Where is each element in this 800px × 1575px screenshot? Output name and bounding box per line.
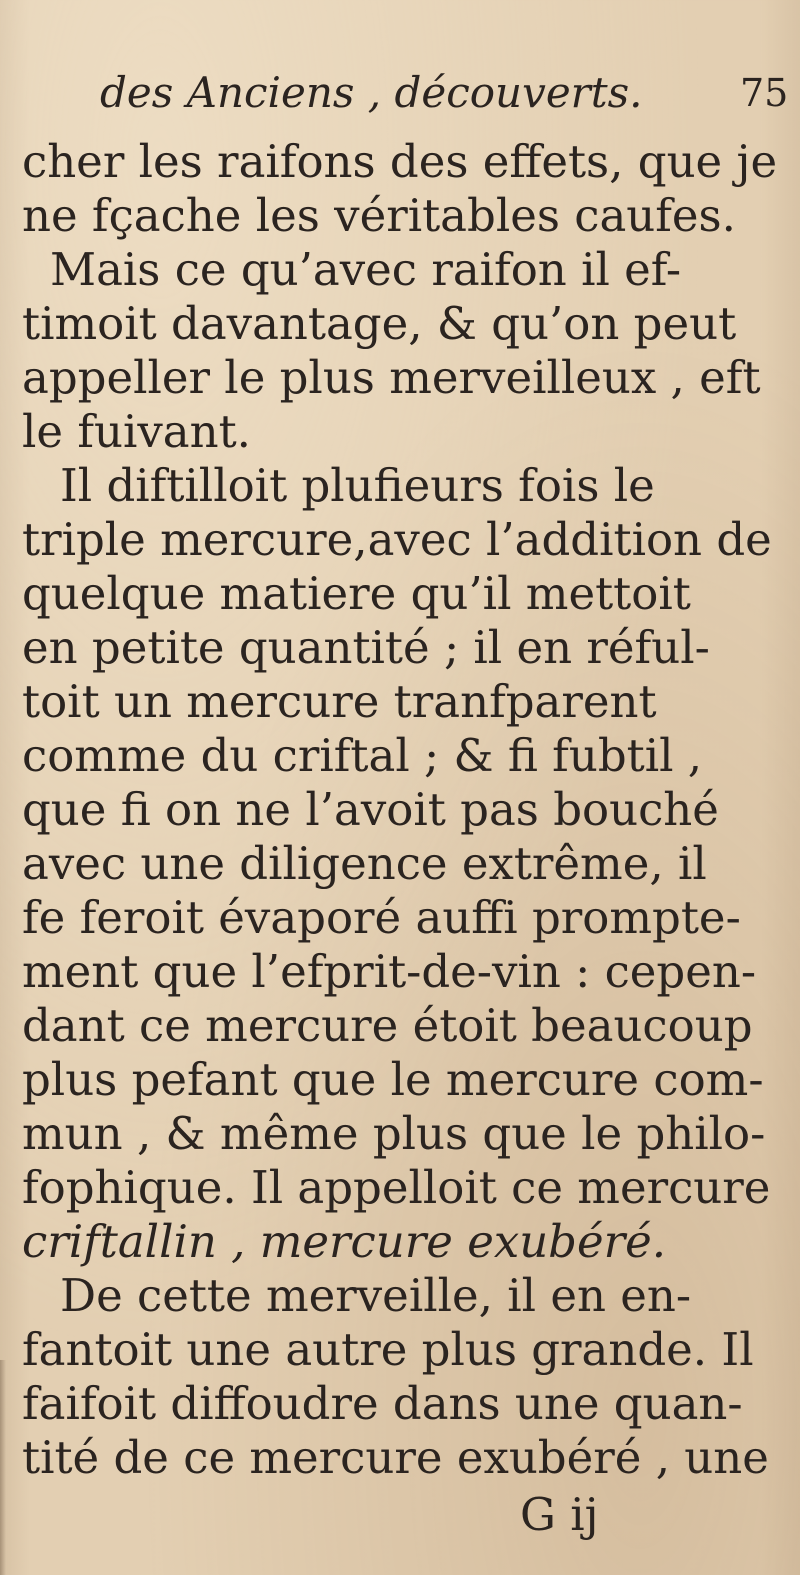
text-line-24: faifoit diffoudre dans une quan- — [22, 1377, 743, 1430]
text-line-18: plus pefant que le mercure com- — [22, 1053, 764, 1106]
text-line-16: ment que l’efprit-de-vin : cepen- — [22, 945, 757, 998]
text-line-22: De cette merveille, il en en- — [60, 1269, 692, 1322]
text-line-5: appeller le plus merveilleux , eft — [22, 351, 761, 404]
text-line-11: toit un mercure tranfparent — [22, 675, 657, 728]
signature-mark: G ij — [520, 1488, 599, 1541]
page-number: 75 — [740, 71, 789, 115]
text-line-17: dant ce mercure étoit beaucoup — [22, 999, 753, 1052]
text-line-2: ne fçache les véritables caufes. — [22, 189, 736, 242]
text-line-7: Il diftilloit plufieurs fois le — [60, 459, 655, 512]
text-line-21: criftallin , mercure exubéré. — [22, 1215, 667, 1268]
text-line-6: le fuivant. — [22, 405, 251, 458]
text-line-20: fophique. Il appelloit ce mercure — [22, 1161, 771, 1214]
text-line-10: en petite quantité ; il en réful- — [22, 621, 710, 674]
text-line-23: fantoit une autre plus grande. Il — [22, 1323, 754, 1376]
text-line-14: avec une diligence extrême, il — [22, 837, 707, 890]
text-line-1: cher les raifons des effets, que je — [22, 135, 778, 188]
text-line-8: triple mercure,avec l’addition de — [22, 513, 772, 566]
text-line-4: timoit davantage, & qu’on peut — [22, 297, 737, 350]
running-header: des Anciens , découverts. — [100, 68, 643, 117]
page-edge-shadow — [0, 1360, 6, 1575]
text-line-25: tité de ce mercure exubéré , une — [22, 1431, 769, 1484]
text-line-13: que fi on ne l’avoit pas bouché — [22, 783, 719, 836]
text-line-3: Mais ce qu’avec raifon il ef- — [50, 243, 682, 296]
text-line-12: comme du criftal ; & fi fubtil , — [22, 729, 703, 782]
text-line-15: fe feroit évaporé auffi prompte- — [22, 891, 741, 944]
text-line-9: quelque matiere qu’il mettoit — [22, 567, 691, 620]
text-line-19: mun , & même plus que le philo- — [22, 1107, 766, 1160]
